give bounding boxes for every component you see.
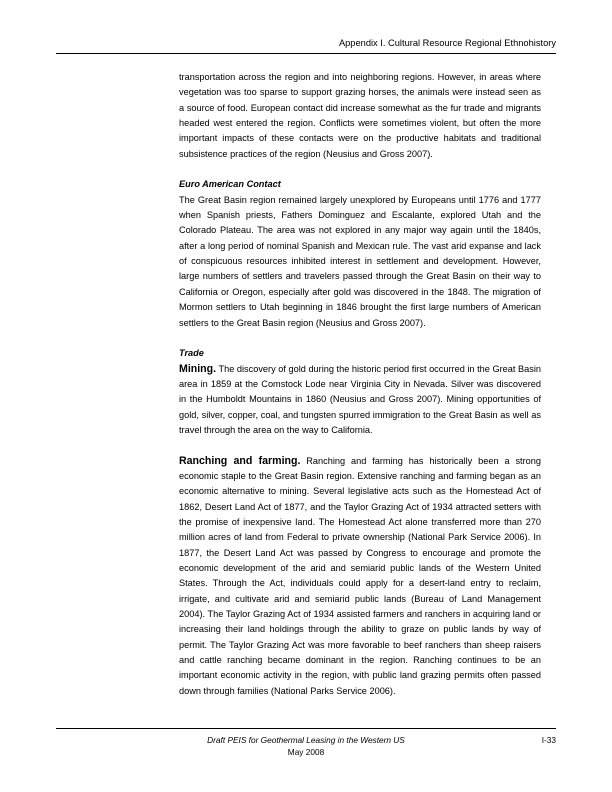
header-divider <box>56 53 556 54</box>
footer-page-number: I-33 <box>541 735 556 745</box>
ranching-text: Ranching and farming has historically been a strong economic staple to the Great Basin region. Extensive ranching and farming began as an economic alternative to mining. Several legislative acts such as the Homestead Act of 1862, Desert Land Act of 1877, and the Taylor Grazing Act of 1934 attracted setters with the promise of inexpensive land. The Homestead Act alone transferred more than 270 million acres of land from Federal to private ownership (National Park Service 2006). In 1877, the Desert Land Act was passed by Congress to encourage and promote the economic development of the arid and semiarid public lands of the Western United States. Through the Act, individuals could apply for a desert-land entry to reclaim, irrigate, and cultivate arid and semiarid public lands (Bureau of Land Management 2004). The Taylor Grazing Act of 1934 assisted farmers and ranchers in acquiring land or increasing their land holdings through the ability to graze on public lands by way of permit. The Taylor Grazing Act was more favorable to beef ranchers than sheep raisers and cattle ranching became dominant in the region. Ranching continues to be an important economic activity in the region, with public land grazing permits often passed down through families (National Parks Service 2006). <box>179 455 541 696</box>
contact-paragraph: The Great Basin region remained largely unexplored by Europeans until 1776 and 1777 when Spanish priests, Fathers Dominguez and Escalante, explored Utah and the Colorado Plateau. The area was not explored in any major way again until the 1840s, after a long period of nominal Spanish and Mexican rule. The vast arid expanse and lack of conspicuous resources inhibited interest in settlement and development. However, large numbers of settlers and travelers passed through the Great Basin on their way to California or Oregon, especially after gold was discovered in the 1848. The migration of Mormon settlers to Utah beginning in 1846 brought the first large numbers of American settlers to the Great Basin region (Neusius and Gross 2007). <box>179 194 541 328</box>
mining-lead: Mining. <box>179 362 217 375</box>
page-body <box>179 70 541 699</box>
footer-document-title: Draft PEIS for Geothermal Leasing in the Western US <box>207 735 405 745</box>
ranching-lead: Ranching and farming. <box>179 454 301 467</box>
ranching-paragraph <box>179 454 541 700</box>
section-heading-trade: Trade <box>179 348 204 359</box>
intro-paragraph: transportation across the region and into neighboring regions. However, in areas where vegetation was too sparse to support grazing horses, the animals were instead seen as a source of food. European contact did increase somewhat as the fur trade and migrants headed west entered the region. Conflicts were sometimes violent, but often the more important impacts of these contacts were on the productive habitats and traditional subsistence practices of the region (Neusius and Gross 2007). <box>179 72 541 159</box>
running-header: Appendix I. Cultural Resource Regional Ethnohistory <box>338 38 556 48</box>
footer-date: May 2008 <box>287 747 325 757</box>
section-heading-contact: Euro American Contact <box>179 179 281 190</box>
mining-text: The discovery of gold during the historic period first occurred in the Great Basin area in 1859 at the Comstock Lode near Virginia City in Nevada. Silver was discovered in the Humboldt Mountains in 1860 (Neusius and Gross 2007). Mining opportunities of gold, silver, copper, coal, and tungsten spurred immigration to the Great Basin as well as travel through the area on the way to California. <box>179 363 541 435</box>
footer-divider <box>56 728 556 729</box>
mining-paragraph <box>179 362 541 439</box>
